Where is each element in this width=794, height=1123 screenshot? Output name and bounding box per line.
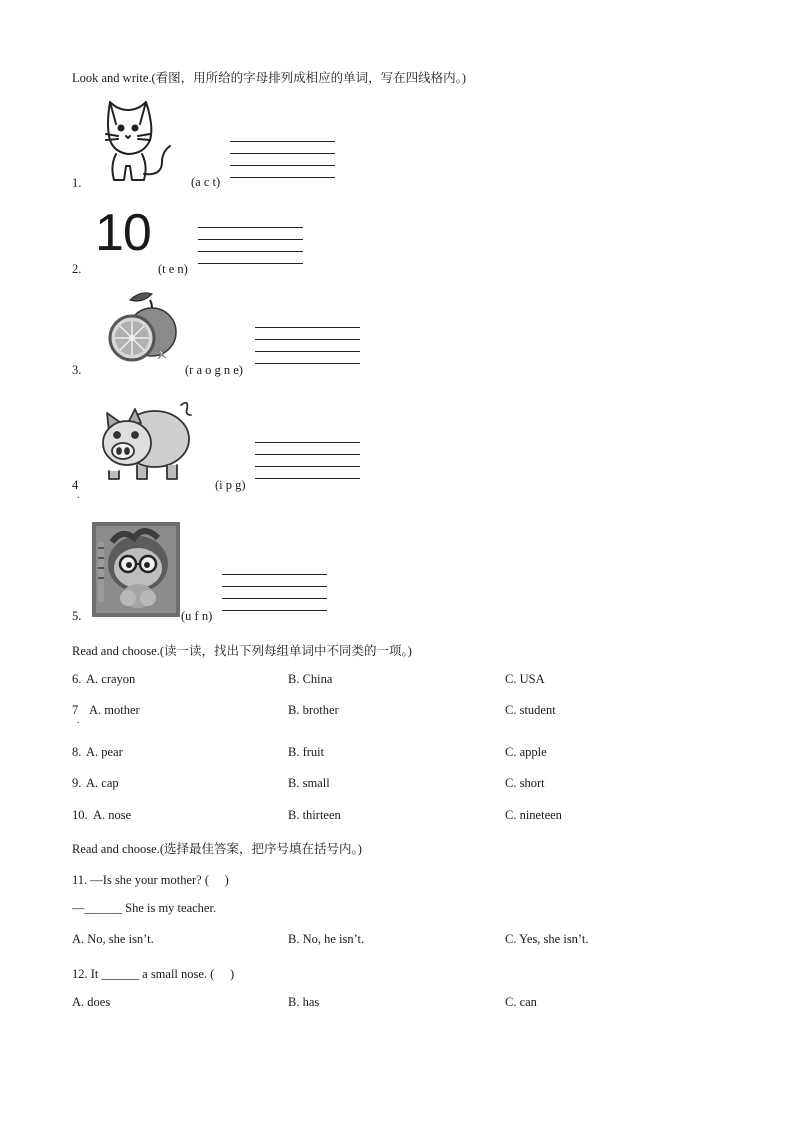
four-line-writing-grid[interactable]	[255, 327, 360, 367]
question-number: 9.	[72, 776, 82, 790]
option-b[interactable]: B. has	[288, 995, 320, 1009]
item-number: 2.	[72, 262, 82, 276]
cat-icon	[100, 96, 180, 186]
section3-heading: Read and choose.(选择最佳答案，把序号填在括号内。)	[72, 842, 362, 856]
item-number: 5.	[72, 609, 82, 623]
option-a[interactable]: A. mother	[89, 703, 140, 717]
number-ten-picture: 10	[95, 204, 151, 262]
option-c[interactable]: C. nineteen	[505, 808, 562, 822]
question-12-stem	[72, 964, 234, 982]
option-b[interactable]: B. small	[288, 776, 330, 790]
item-number: 3.	[72, 363, 82, 377]
option-a[interactable]: A. crayon	[86, 672, 136, 686]
dash: —	[72, 901, 85, 915]
stray-dot: .	[77, 490, 80, 501]
question-11-reply	[72, 901, 216, 916]
option-b[interactable]: B. thirteen	[288, 808, 341, 822]
section2-heading: Read and choose.(读一读，找出下列每组单词中不同类的一项。)	[72, 644, 412, 658]
section1-heading: Look and write.(看图，用所给的字母排列成相应的单词，写在四线格内。)	[72, 71, 467, 85]
answer-blank[interactable]: ______	[101, 967, 140, 981]
option-a[interactable]: A. nose	[93, 808, 132, 822]
question-11-stem: 11. —Is she your mother? ( )	[72, 873, 229, 887]
option-a[interactable]: A. does	[72, 995, 111, 1009]
letter-hint: (a c t)	[191, 175, 221, 189]
letter-hint: (i p g)	[215, 478, 246, 492]
reply-text: She is my teacher.	[122, 901, 217, 915]
item-number: 1.	[72, 176, 82, 190]
item-number: 4	[72, 478, 79, 492]
letter-hint: (t e n)	[158, 262, 188, 276]
option-c[interactable]: C. apple	[505, 745, 547, 759]
four-line-writing-grid[interactable]	[230, 141, 335, 181]
option-b[interactable]: B. brother	[288, 703, 339, 717]
four-line-writing-grid[interactable]	[255, 442, 360, 482]
question-number: 7	[72, 703, 79, 717]
stem-start: 12. It	[72, 967, 102, 981]
answer-blank[interactable]: ______	[84, 901, 122, 915]
orange-icon	[100, 290, 180, 365]
stem-end: a small nose. ( )	[139, 967, 235, 981]
option-c[interactable]: C. Yes, she isn’t.	[505, 932, 589, 946]
four-line-writing-grid[interactable]	[222, 574, 327, 614]
pig-icon	[97, 395, 197, 485]
option-a[interactable]: A. pear	[86, 745, 123, 759]
option-b[interactable]: B. No, he isn’t.	[288, 932, 365, 946]
four-line-writing-grid[interactable]	[198, 227, 303, 267]
letter-hint: (u f n)	[181, 609, 213, 623]
letter-hint: (r a o g n e)	[185, 363, 243, 377]
question-number: 10.	[72, 808, 88, 822]
option-b[interactable]: B. fruit	[288, 745, 325, 759]
question-number: 6.	[72, 672, 82, 686]
option-c[interactable]: C. student	[505, 703, 556, 717]
funny-face-photo	[92, 522, 180, 617]
option-b[interactable]: B. China	[288, 672, 333, 686]
option-a[interactable]: A. cap	[86, 776, 119, 790]
option-c[interactable]: C. short	[505, 776, 545, 790]
option-c[interactable]: C. USA	[505, 672, 545, 686]
option-c[interactable]: C. can	[505, 995, 537, 1009]
stray-dot: .	[77, 715, 80, 726]
option-a[interactable]: A. No, she isn’t.	[72, 932, 154, 946]
question-number: 8.	[72, 745, 82, 759]
